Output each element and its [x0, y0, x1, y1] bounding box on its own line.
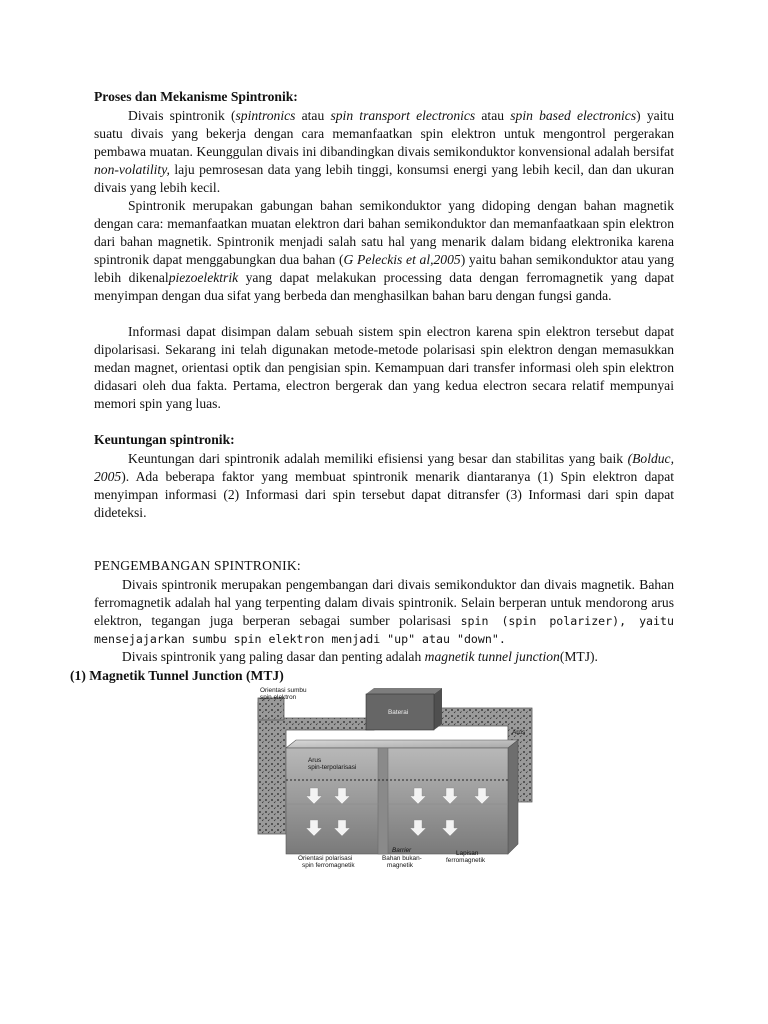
- text-run: piezoelektrik: [168, 270, 239, 286]
- text-run: Divais spintronik yang paling dasar dan penting adalah: [121, 649, 425, 664]
- text-run: ). Ada beberapa faktor yang membuat spintronik menarik diantaranya (1) Spin elektron dapat menyimpan informasi (2) Informasi dari spin tersebut dapat ditransfer (3) Informasi dari spin dapat dideteksi.: [94, 469, 674, 521]
- text-run: G Peleckis et al,2005: [343, 252, 461, 268]
- text-run: atau: [295, 108, 331, 123]
- label-lapisan-2: ferromagnetik: [446, 857, 486, 864]
- paragraph-keuntungan: [94, 450, 674, 522]
- mtj-diagram: [246, 684, 540, 872]
- section-heading-pengembangan: PENGEMBANGAN SPINTRONIK:: [94, 558, 301, 573]
- text-run: spintronics: [235, 108, 296, 123]
- label-lapisan-1: Lapisan: [456, 850, 479, 857]
- label-arus-spin-1: Arus: [308, 757, 322, 764]
- label-arus-spin-2: spin-terpolarisasi: [308, 764, 357, 771]
- paragraph-spintronik-gabungan: [94, 197, 674, 306]
- label-orientasi-polarisasi-1: Orientasi polarisasi: [298, 855, 353, 862]
- label-arus: Arus: [512, 729, 526, 736]
- label-barrier: Barrier: [392, 847, 412, 854]
- label-orientasi-polarisasi-2: spin ferromagnetik: [302, 862, 355, 869]
- label-orientasi-sumbu-2: spin elektron: [260, 694, 297, 701]
- paragraph-informasi-spin: [94, 323, 674, 413]
- text-run: laju pemrosesan data yang lebih tinggi, konsumsi energi yang lebih kecil, dan dan ukuran divais yang lebih kecil.: [94, 162, 674, 196]
- text-run: spin transport electronics: [330, 108, 476, 123]
- text-run: yang dapat melakukan processing data dengan ferromagnetik yang dapat menyimpan dengan dua sifat yang berbeda dan menghasilkan bahan baru dengan fungsi ganda.: [94, 270, 674, 304]
- text-run: atau: [475, 108, 511, 123]
- text-run: ) yaitu suatu divais yang bekerja dengan cara memanfaatkan spin elektron untuk mengontrol pergerakan pembawa muatan. Keunggulan divais ini dibandingkan divais semikonduktor konvensional adalah bersifat: [94, 108, 674, 160]
- text-run: magnetik tunnel junction: [424, 649, 560, 664]
- text-run: Spintronik merupakan gabungan bahan semikonduktor yang didoping dengan bahan magnetik dengan cara: memanfaatkan muatan elektron dari bahan semikonduktor dan memanfaatkaan spin elektron dari bahan magnetik. Spintronik menjadi salah satu hal yang menarik dalam bidang elektronika karena spintronik dapat menggabungkan dua bahan (: [94, 198, 674, 268]
- text-run: spin based electronics: [510, 108, 637, 123]
- text-run: (Bolduc, 2005: [94, 451, 674, 485]
- figure-title: (1) Magnetik Tunnel Junction (MTJ): [70, 668, 284, 683]
- section-heading-proses: Proses dan Mekanisme Spintronik:: [94, 89, 298, 104]
- text-run: non-volatility,: [94, 162, 170, 178]
- paragraph-spintronik-definition: [94, 107, 674, 197]
- text-run: Informasi dapat disimpan dalam sebuah sistem spin electron karena spin elektron tersebut dapat dipolarisasi. Sekarang ini telah digunakan metode-metode polarisasi spin elektron dengan memasukkan medan magnet, orientasi optik dan pengisian spin. Kemampuan dari transfer informasi oleh spin elektron didasari oleh dua fakta. Pertama, electron bergerak dan yang kedua electron secara relatif mempunyai memori spin yang luas.: [94, 324, 674, 412]
- section-heading-keuntungan: Keuntungan spintronik:: [94, 432, 235, 447]
- paragraph-mtj-intro: [94, 648, 674, 666]
- text-run: (MTJ).: [559, 649, 598, 664]
- battery: [366, 688, 442, 730]
- label-bahan-bukan: Bahan bukan-: [382, 855, 422, 862]
- battery-label: Baterai: [388, 709, 409, 716]
- spin-polarizer-text: spin (spin polarizer), yaitu mensejajarkan sumbu spin elektron menjadi "up" atau "down".: [94, 614, 674, 647]
- text-run: ) yaitu bahan semikonduktor atau yang lebih dikenal: [94, 252, 674, 286]
- text-run: Keuntungan dari spintronik adalah memiliki efisiensi yang besar dan stabilitas yang baik: [128, 451, 628, 466]
- label-orientasi-sumbu-1: Orientasi sumbu: [260, 687, 307, 694]
- paragraph-pengembangan: Divais spintronik merupakan pengembangan dari divais semikonduktor dan divais magnetik. Bahan ferromagnetik adalah hal yang terpenting dalam divais spintronik. Selain berperan untuk mendorong arus elektron, tegangan juga berperan sebagai sumber polarisasi spin (spin polarizer), yaitu mensejajarkan sumbu spin elektron menjadi "up" atau "down".: [94, 577, 674, 647]
- text-run: Divais spintronik (: [128, 108, 236, 123]
- mtj-diagram-svg: [246, 684, 540, 872]
- label-magnetik: magnetik: [387, 862, 413, 869]
